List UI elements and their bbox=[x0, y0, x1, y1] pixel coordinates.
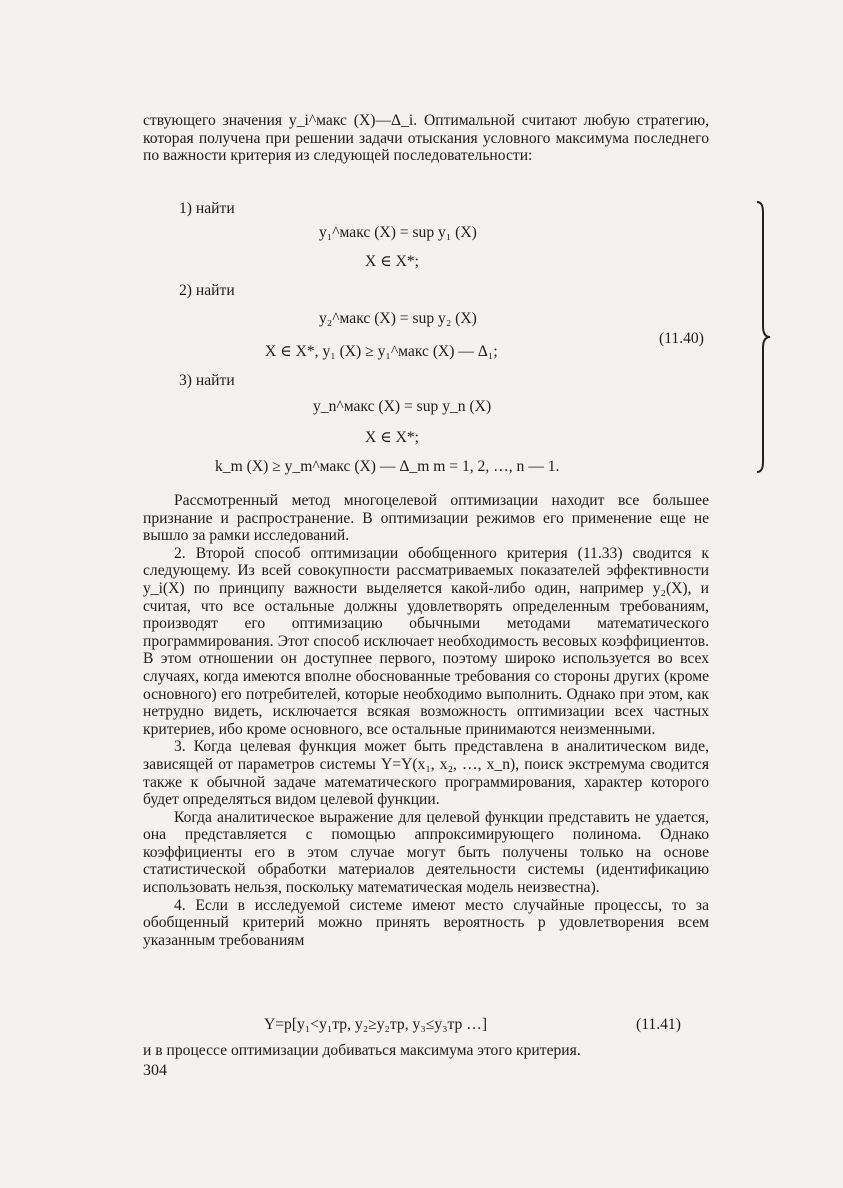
page-number: 304 bbox=[143, 1062, 167, 1079]
paragraph-third-way: 3. Когда целевая функция может быть представлена в аналитическом виде, зависящей от параметров системы Y=Y(x₁, x₂, …, x_n), поиск экстремума сводится также к обычной задаче математического программирования, характер которого будет определяться видом целевой функции. bbox=[143, 738, 709, 809]
eq-3b: X ∈ X*; bbox=[365, 429, 419, 446]
step-1-label: 1) найти bbox=[179, 200, 235, 217]
eq-3c: k_m (X) ≥ y_m^макс (X) — Δ_m m = 1, 2, …, n — 1. bbox=[215, 458, 560, 475]
eq-2b: X ∈ X*, y₁ (X) ≥ y₁^макс (X) — Δ₁; bbox=[265, 343, 498, 360]
step-3-label: 3) найти bbox=[179, 372, 235, 389]
right-brace-icon bbox=[755, 200, 773, 474]
intro-paragraph bbox=[143, 112, 709, 165]
paragraph-analytic: Когда аналитическое выражение для целевой функции представить не удается, она представляется с помощью аппроксимирующего полинома. Однако коэффициенты его в этом случае могут быть получены только на основе статистической обработки материалов деятельности системы (идентификацию использовать нельзя, поскольку математическая модель неизвестна). bbox=[143, 808, 709, 897]
final-line bbox=[143, 1042, 709, 1060]
eq-2a: y₂^макс (X) = sup y₂ (X) bbox=[319, 310, 477, 327]
equation-11-41: Y=p[y₁<y₁тр, y₂≥y₂тр, y₃≤y₃тр …] bbox=[264, 1016, 488, 1033]
equation-number-11-41: (11.41) bbox=[636, 1016, 681, 1033]
paragraph-fourth-way: 4. Если в исследуемой системе имеют место случайные процессы, то за обобщенный критерий можно принять вероятность p удовлетворения всем указанным требованиям bbox=[143, 896, 709, 949]
intro-text: ствующего значения y_i^макс (X)—Δ_i. Оптимальной считают любую стратегию, которая получена при решении задачи отыскания условного максимума последнего по важности критерия из следующей последовательности: bbox=[143, 112, 709, 165]
step-2-label: 2) найти bbox=[179, 282, 235, 299]
paragraph-second-way: 2. Второй способ оптимизации обобщенного критерия (11.33) сводится к следующему. Из всей совокупности рассматриваемых показателей эффективности y_i(X) по принципу важности выделяется какой-либо один, например y₂(X), и считая, что все остальные должны удовлетворять определенным требованиям, производят его оптимизацию обычными методами математического программирования. Этот способ исключает необходимость весовых коэффициентов. В этом отношении он доступнее первого, поэтому широко используется во всех случаях, когда имеются вполне обоснованные требования со стороны других (кроме основного) его потребителей, которые необходимо выполнить. Однако при этом, как нетрудно видеть, исключается всякая возможность оптимизации всех частных критериев, ибо кроме основного, все остальные принимаются неизменными. bbox=[143, 544, 709, 738]
equation-number-11-40: (11.40) bbox=[659, 330, 704, 347]
paragraph-method: Рассмотренный метод многоцелевой оптимизации находит все большее признание и распространение. В оптимизации режимов его применение еще не вышло за рамки исследований. bbox=[143, 492, 709, 545]
eq-1a: y₁^макс (X) = sup y₁ (X) bbox=[319, 224, 477, 241]
final-text: и в процессе оптимизации добиваться максимума этого критерия. bbox=[143, 1042, 581, 1059]
body-text bbox=[143, 492, 709, 949]
equation-system-11-40 bbox=[143, 196, 733, 486]
eq-3a: y_n^макс (X) = sup y_n (X) bbox=[313, 398, 492, 415]
eq-1b: X ∈ X*; bbox=[365, 253, 419, 270]
